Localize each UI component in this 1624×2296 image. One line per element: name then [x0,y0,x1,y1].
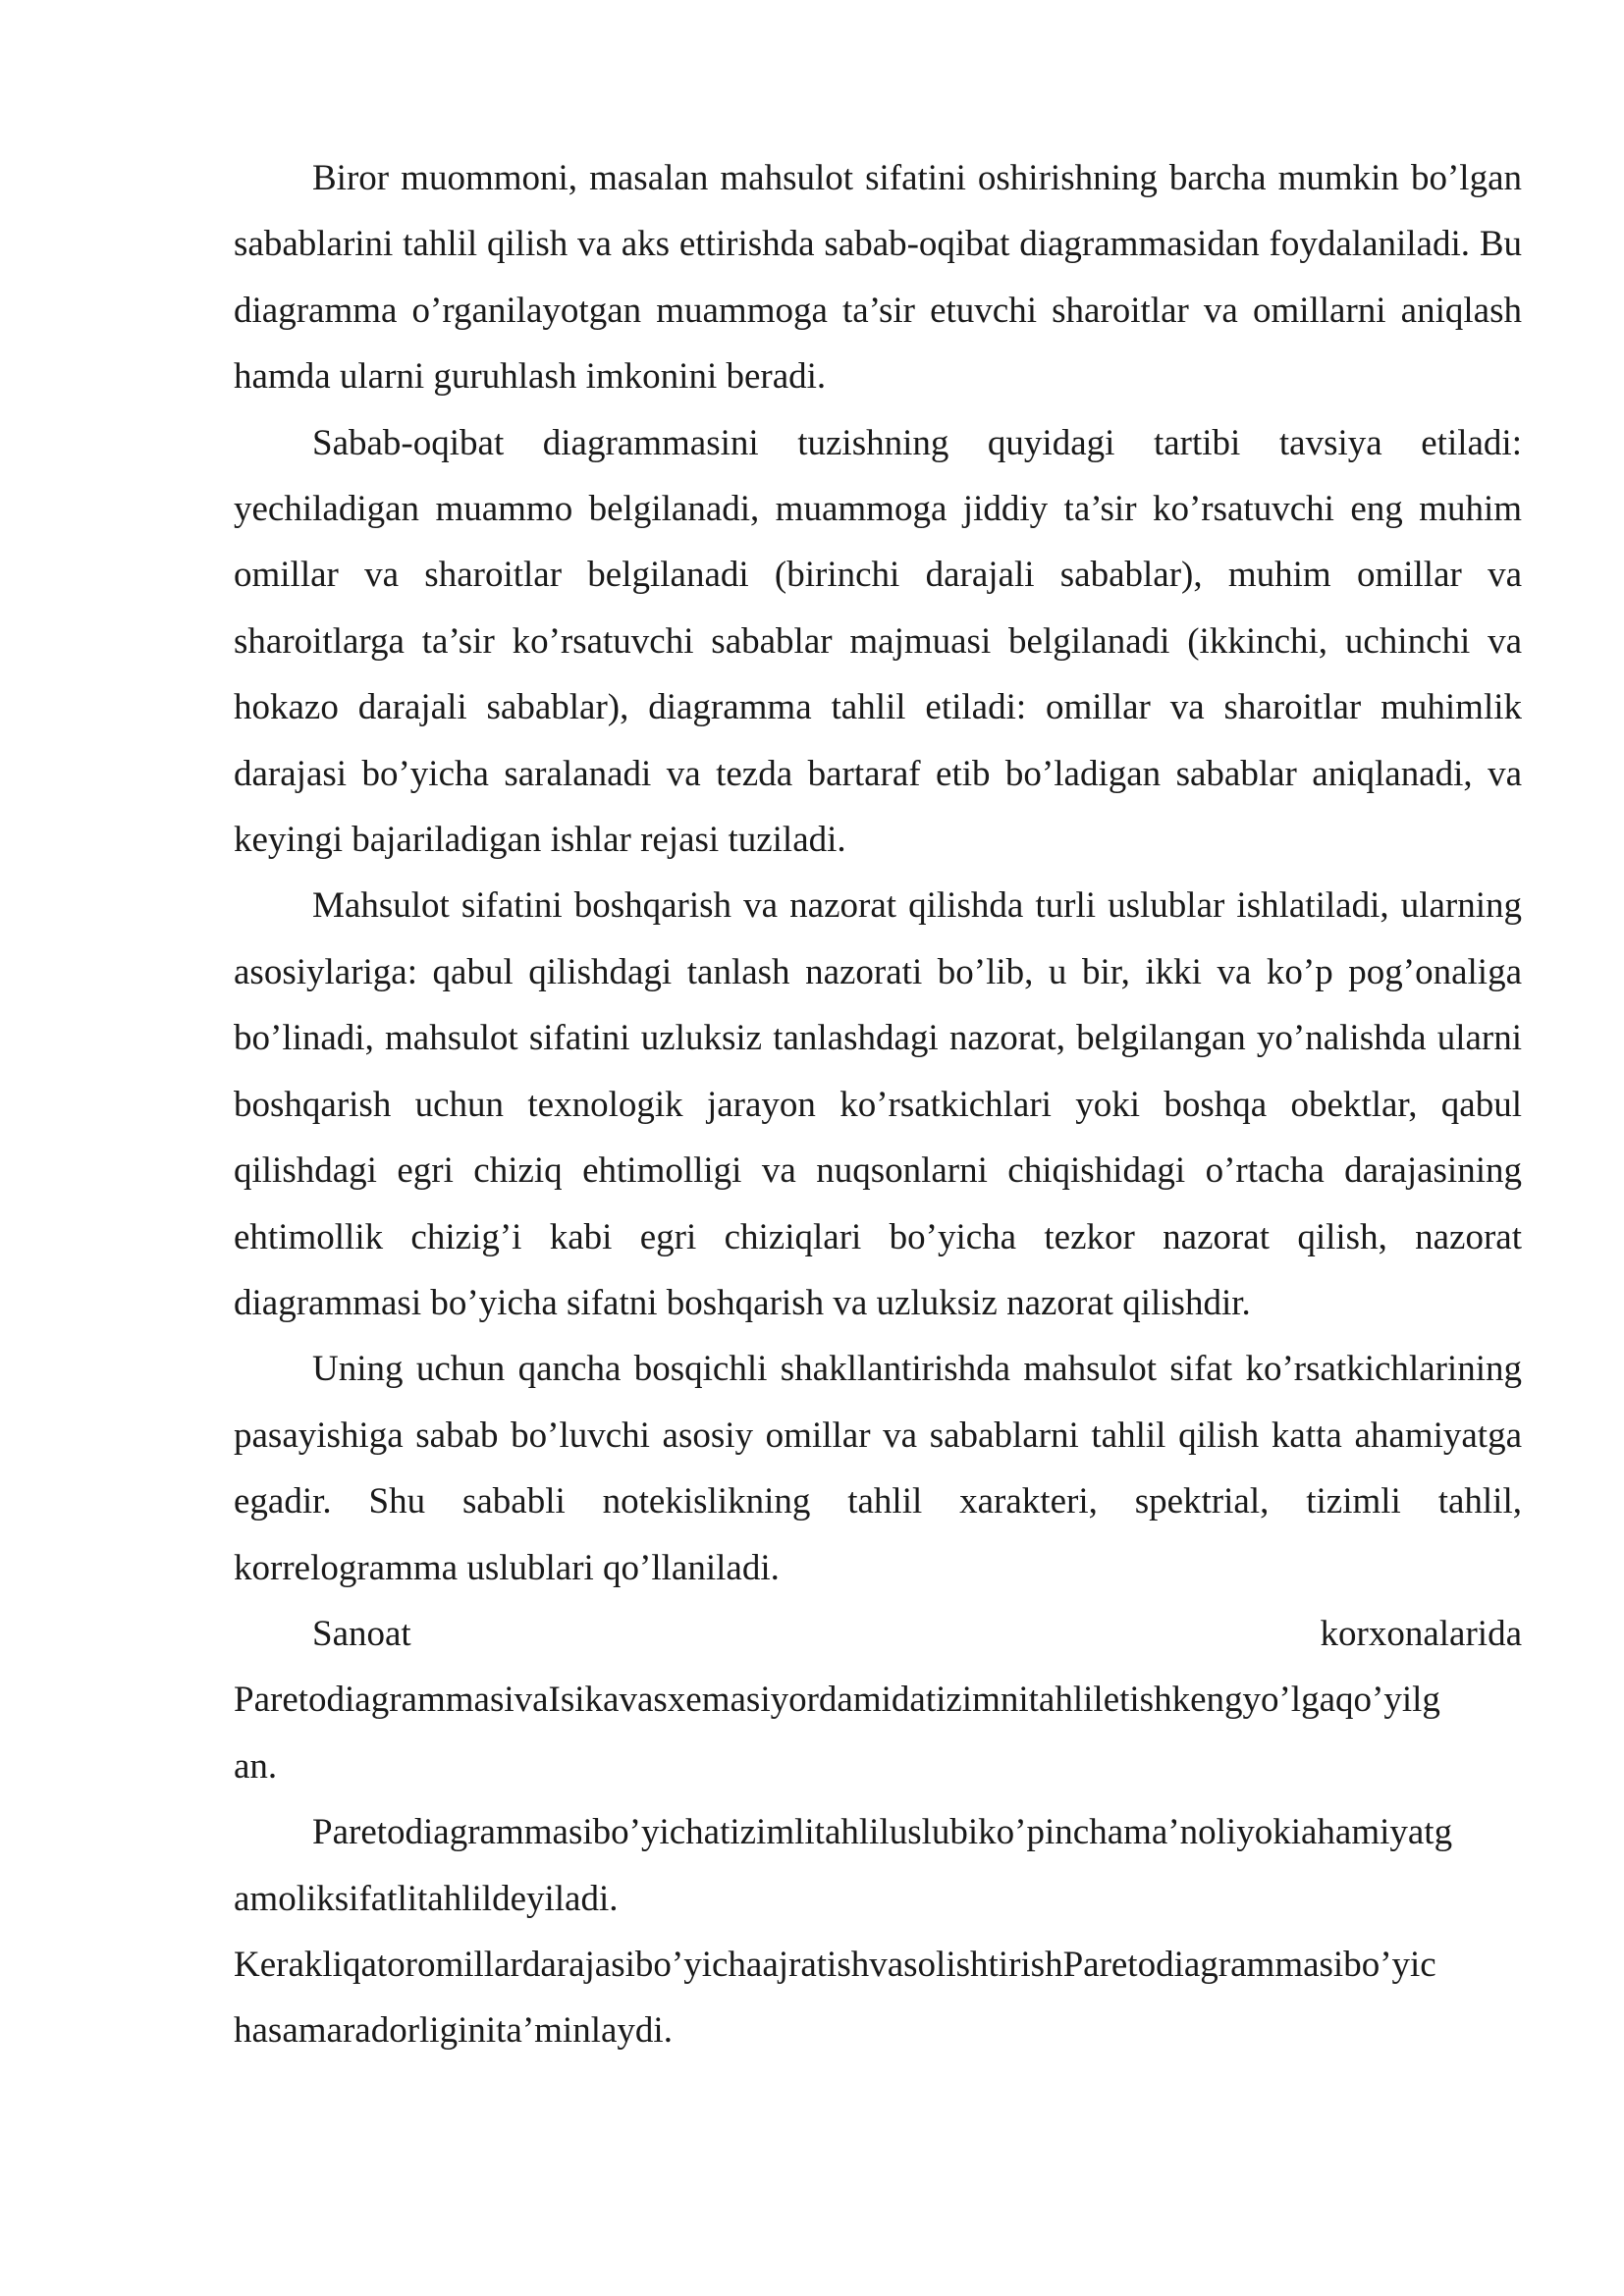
paragraph-6-line-1: Paretodiagrammasibo’yichatizimlitahliluslubiko’pinchama’noliyokiahamiyatg [312,1812,1453,1853]
paragraph-6-line-3: Kerakliqatoromillardarajasibo’yichaajratishvasolishtirishParetodiagrammasibo’yic [234,1944,1436,1985]
paragraph-5 [234,1601,1522,1799]
document-page [234,145,1522,2064]
paragraph-5-word-left: Sanoat [312,1613,411,1654]
paragraph-6 [234,1799,1522,2064]
paragraph-3: Mahsulot sifatini boshqarish va nazorat qilishda turli uslublar ishlatiladi, ularning asosiylariga: qabul qilishdagi tanlash nazorati bo’lib, u bir, ikki va ko’p pog’onaliga bo’linadi, mahsulot sifatini uzluksiz tanlashdagi nazorat, belgilangan yo’nalishda ularni boshqarish uchun texnologik jarayon ko’rsatkichlari yoki boshqa obektlar, qabul qilishdagi egri chiziq ehtimolligi va nuqsonlarni chiqishidagi o’rtacha darajasining ehtimollik chizig’i kabi egri chiziqlari bo’yicha tezkor nazorat qilish, nazorat diagrammasi bo’yicha sifatni boshqarish va uzluksiz nazorat qilishdir. [234,885,1522,1323]
paragraph-6-line-2: amoliksifatlitahlildeyiladi. [234,1878,619,1919]
paragraph-5-word-right: korxonalarida [1320,1613,1522,1654]
paragraph-5-line-1 [234,1601,1522,1667]
paragraph-6-line-4: hasamaradorliginita’minlaydi. [234,2010,673,2052]
paragraph-5-line-3: an. [234,1745,278,1787]
paragraph-5-line-2: ParetodiagrammasivaIsikavasxemasiyordamidatizimnitahliletishkengyo’lgaqo’yilg [234,1680,1440,1721]
paragraph-1: Biror muommoni, masalan mahsulot sifatini oshirishning barcha mumkin bo’lgan sabablarini tahlil qilish va aks ettirishda sabab-oqibat diagrammasidan foydalaniladi. Bu diagramma o’rganilayotgan muammoga ta’sir etuvchi sharoitlar va omillarni aniqlash hamda ularni guruhlash imkonini beradi. [234,158,1522,398]
paragraph-4: Uning uchun qancha bosqichli shakllantirishda mahsulot sifat ko’rsatkichlarining pasayishiga sabab bo’luvchi asosiy omillar va sabablarni tahlil qilish katta ahamiyatga egadir. Shu sababli notekislikning tahlil xarakteri, spektrial, tizimli tahlil, korrelogramma uslublari qo’llaniladi. [234,1349,1522,1588]
paragraph-2: Sabab-oqibat diagrammasini tuzishning quyidagi tartibi tavsiya etiladi: yechiladigan muammo belgilanadi, muammoga jiddiy ta’sir ko’rsatuvchi eng muhim omillar va sharoitlar belgilanadi (birinchi darajali sabablar), muhim omillar va sharoitlarga ta’sir ko’rsatuvchi sabablar majmuasi belgilanadi (ikkinchi, uchinchi va hokazo darajali sabablar), diagramma tahlil etiladi: omillar va sharoitlar muhimlik darajasi bo’yicha saralanadi va tezda bartaraf etib bo’ladigan sabablar aniqlanadi, va keyingi bajariladigan ishlar rejasi tuziladi. [234,422,1522,861]
